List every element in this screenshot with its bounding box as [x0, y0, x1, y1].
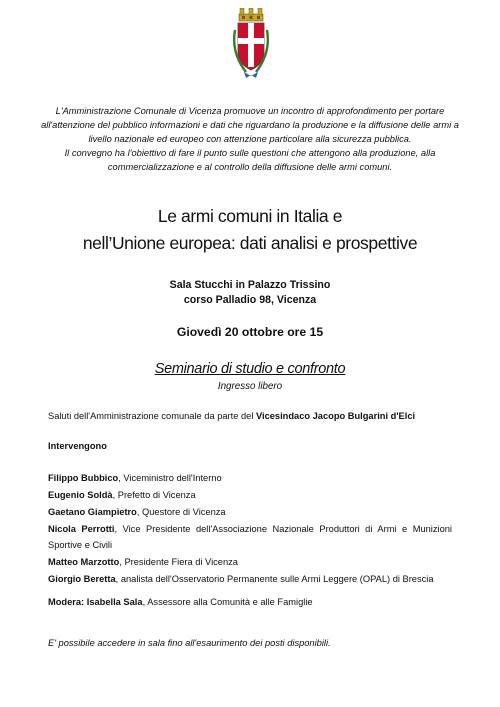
speaker-item — [48, 521, 452, 553]
speaker-name: Matteo Marzotto — [48, 557, 120, 567]
title-line-1: Le armi comuni in Italia e — [157, 206, 343, 226]
greetings-text: Saluti dell'Amministrazione comunale da parte del — [48, 411, 256, 421]
moderator-line — [48, 594, 452, 610]
greetings-line — [48, 408, 452, 424]
speaker-item — [48, 504, 452, 520]
speaker-item — [48, 470, 452, 486]
venue-address: corso Palladio 98, Vicenza — [183, 294, 317, 306]
vicenza-crest-icon — [232, 8, 270, 80]
footer-note: E' possibile accedere in sala fino all'esaurimento dei posti disponibili. — [48, 638, 331, 648]
speaker-name: Gaetano Giampietro — [48, 507, 137, 517]
moderator-role: , Assessore alla Comunità e alle Famiglie — [142, 597, 313, 607]
speaker-role: , Vice Presidente dell'Associazione Nazionale Produttori di Armi e Munizioni Sportive e Civili — [48, 524, 452, 550]
event-title — [20, 203, 480, 257]
speaker-item — [48, 554, 452, 570]
speaker-name: Filippo Bubbico — [48, 473, 119, 483]
event-date: Giovedì 20 ottobre ore 15 — [176, 325, 324, 339]
seminar-subtitle: Seminario di studio e confronto — [154, 361, 346, 377]
moderator-name: Modera: Isabella Sala — [48, 597, 143, 607]
speaker-role: , Presidente Fiera di Vicenza — [119, 557, 238, 567]
intro-line: commercializzazione e al controllo della diffusione delle armi comuni. — [107, 162, 393, 172]
intro-line: livello nazionale ed europeo con attenzione particolare alla sicurezza pubblica. — [88, 134, 412, 144]
venue-name: Sala Stucchi in Palazzo Trissino — [169, 279, 331, 291]
entry-note: Ingresso libero — [217, 381, 283, 392]
speaker-name: Eugenio Soldà — [48, 490, 113, 500]
speaker-name: Nicola Perrotti — [48, 524, 115, 534]
intro-line: all'attenzione del pubblico informazioni e dati che riguardano la produzione e la diffusione delle armi a — [41, 120, 459, 130]
speaker-item — [48, 571, 452, 587]
greetings-vice-mayor: Vicesindaco Jacopo Bulgarini d'Elci — [255, 411, 416, 421]
intro-paragraph — [40, 104, 460, 174]
speaker-role: , analista dell'Osservatorio Permanente sulle Armi Leggere (OPAL) di Brescia — [115, 574, 434, 584]
speakers-heading: Intervengono — [48, 441, 107, 451]
title-line-2: nell’Unione europea: dati analisi e prospettive — [82, 233, 418, 253]
speaker-role: , Viceministro dell'Interno — [118, 473, 222, 483]
speaker-name: Giorgio Beretta — [48, 574, 116, 584]
speaker-item — [48, 487, 452, 503]
intro-line: Il convegno ha l'obiettivo di fare il punto sulle questioni che attengono alla produzione, alla — [64, 148, 436, 158]
speaker-role: , Questore di Vicenza — [136, 507, 226, 517]
event-venue — [40, 278, 460, 308]
intro-line: L'Amministrazione Comunale di Vicenza promuove un incontro di approfondimento per portare — [55, 106, 445, 116]
speaker-role: , Prefetto di Vicenza — [112, 490, 196, 500]
